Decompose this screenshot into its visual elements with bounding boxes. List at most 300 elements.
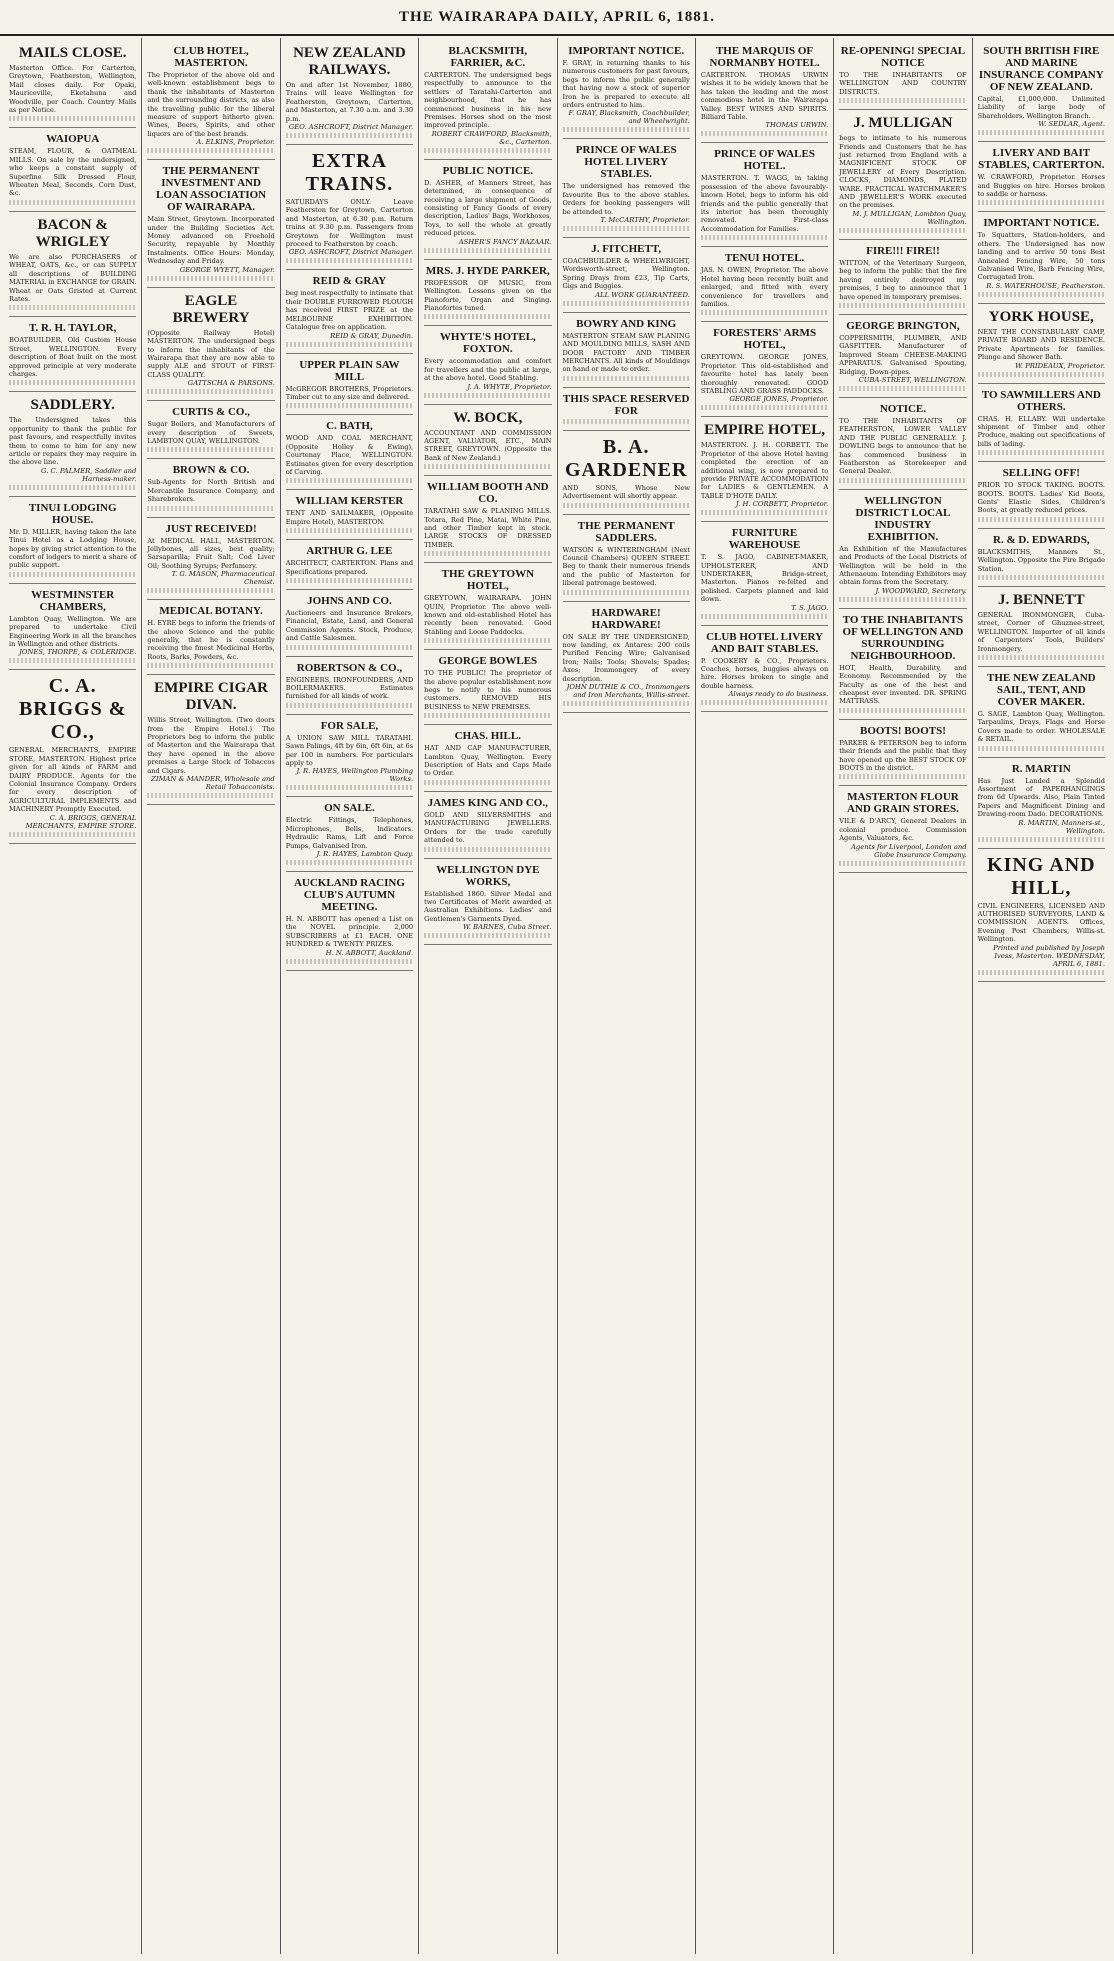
ad-fine-print (147, 389, 274, 394)
ad-signature: GEO. ASHCROFT, District Manager. (288, 123, 414, 132)
advertisement (839, 240, 966, 315)
ad-fine-print (978, 372, 1105, 377)
ad-body: PARKER & PETERSON beg to inform their friends and the public that they have opened up the BEST STOCK OF BOOTS in the district. (839, 738, 967, 773)
ad-heading: THE PERMANENT SADDLERS. (577, 519, 675, 544)
ad-body: GOLD AND SILVERSMITHS and MANUFACTURING JEWELLERS. Orders for the trade carefully attended to. (424, 810, 552, 845)
ad-body: SATURDAYS ONLY. Leave Featherston for Greytown, Carterton and Masterton, at 6.30 p.m. Return trains at 9.30 p.m. Passengers from Greytown for Wellington must proceed to Featherston by coach. (285, 198, 414, 249)
ad-body: STEAM, FLOUR, & OATMEAL MILLS. On sale by the undersigned, who keeps a constant supply of Superfine Silk Dressed Flour, Wheaten Meal, Seconds, Corn Dust, &c. (9, 147, 137, 198)
advertisement (147, 675, 274, 805)
ad-signature: JONES, THORPE, & COLERIDGE. (19, 648, 137, 657)
ad-body: CIVIL ENGINEERS, LICENSED AND AUTHORISED SURVEYORS, LAND & COMMISSION AGENTS. Offices, Evening Post Chambers, Willis-st. Wellington. (977, 901, 1105, 944)
advertisement (286, 354, 413, 416)
ad-signature: F. GRAY, Blacksmith, Coachbuilder, and Wheelwright. (568, 109, 690, 126)
ad-signature: W. PRIDEAUX, Proprietor. (1015, 361, 1105, 370)
ad-fine-print (839, 774, 966, 779)
ad-heading: THE GREYTOWN HOTEL, (441, 568, 535, 593)
ad-body: TO THE PUBLIC! The proprietor of the above popular establishment now begs to notify to his numerous customers. REMOVED HIS BUSINESS to NEW PREMISES. (424, 669, 552, 711)
advertisement (147, 459, 274, 517)
column-5 (558, 38, 696, 1954)
ad-body: Has Just Landed a Splendid Assortment of PAPERHANGINGS from 6d Upwards. Also, Plain Tinted Papers and Magnificent Dining and Drawing-room Dado. DECORATIONS. (977, 776, 1105, 819)
ad-fine-print (286, 645, 413, 650)
ad-signature: T. McCARTHY, Proprietor. (600, 216, 690, 225)
advertisement (839, 786, 966, 872)
ad-fine-print (839, 861, 966, 866)
ad-heading: J. BENNETT (997, 591, 1085, 608)
advertisement (424, 326, 551, 404)
ad-signature: G. C. PALMER, Saddler and Harness-maker. (41, 466, 137, 483)
ad-body: TENT AND SAILMAKER, (Opposite Empire Hotel), MASTERTON. (285, 509, 414, 526)
ad-body: W. CRAWFORD, Proprietor. Horses and Buggies on hire. Horses broken to saddle or harness. (977, 173, 1105, 199)
advertisement (563, 238, 690, 313)
ad-heading: TINUI LODGING HOUSE. (28, 501, 117, 526)
ad-fine-print (147, 663, 274, 668)
ad-body: G. SAGE, Lambton Quay, Wellington. Tarpaulins, Drays, Flags and Horse Covers made to order. WHOLESALE & RETAIL. (977, 710, 1105, 744)
ad-signature: A. ELKINS, Proprietor. (196, 138, 275, 147)
ad-heading: TENUI HOTEL. (724, 252, 805, 265)
ad-fine-print (286, 342, 413, 347)
ad-body: T. S. JAGO, CABINET-MAKER, UPHOLSTERER, AND UNDERTAKER, Bridge-street, Masterton. Pianos re-felted and polished. Carpets planned and laid down. (700, 553, 829, 604)
advertisement (9, 40, 136, 128)
ad-heading: WILLIAM BOOTH AND CO. (426, 481, 549, 506)
ad-heading: FIRE!!! FIRE!! (866, 244, 940, 257)
ad-heading: GEORGE BOWLES (438, 655, 538, 668)
advertisement (978, 212, 1105, 303)
advertisement (424, 260, 551, 327)
advertisement (424, 859, 551, 946)
ad-heading: IMPORTANT NOTICE. (568, 45, 685, 57)
ad-body: McGREGOR BROTHERS, Proprietors. Timber cut to any size and delivered. (285, 384, 414, 401)
ad-signature: J. H. CORBETT, Proprietor. (735, 500, 829, 509)
ad-heading: CHAS. HILL. (454, 730, 521, 743)
ad-heading: WELLINGTON DYE WORKS, (436, 863, 540, 888)
advertisement (839, 40, 966, 110)
ad-signature: M. J. MULLIGAN, Lambton Quay, Wellington. (852, 209, 967, 226)
ad-body: MASTERTON. J. H. CORBETT. The Proprietor of the above Hotel having completed the erection of an additional wing, is now prepared to provide PRIVATE ACCOMMODATION for LADIES & GENTLEMEN. A TABLE D'HOTE DAILY. (700, 441, 829, 500)
advertisement (978, 462, 1105, 529)
ad-signature: H. N. ABBOTT, Auckland. (325, 948, 414, 957)
ad-signature: ZIMAN & MANDER, Wholesale and Retail Tobacconists. (151, 775, 275, 792)
ad-fine-print (563, 590, 690, 595)
ad-body: beg most respectfully to intimate that their DOUBLE FURROWED PLOUGH has received FIRST PRIZE at the MELBOURNE EXHIBITION. Catalogue free on application. (285, 289, 414, 332)
advertisement (424, 476, 551, 563)
ad-fine-print (424, 148, 551, 153)
ad-fine-print (839, 478, 966, 483)
ad-fine-print (978, 837, 1105, 842)
ad-body: ARCHITECT, CARTERTON. Plans and Specifications prepared. (285, 559, 414, 576)
ad-heading: J. FITCHETT, (591, 243, 662, 256)
ad-signature: T. S. JAGO. (791, 603, 829, 612)
advertisement (286, 145, 413, 270)
ad-body: The Undersigned takes this opportunity to thank the public for past favours, and respectfully invites them to come to him for any new article or repairs they may require in the above line. (9, 416, 137, 467)
masthead-title: THE WAIRARAPA DAILY, APRIL 6, 1881. (399, 8, 715, 25)
ad-fine-print (978, 970, 1105, 975)
ad-body: COPPERSMITH, PLUMBER, AND GASFITTER. Manufacturer of Improved Steam CHEESE-MAKING APPARATUS. Galvanised Spouting, Ridging, Down-pipes. (839, 333, 967, 376)
ad-fine-print (147, 588, 274, 593)
ad-heading: CLUB HOTEL LIVERY AND BAIT STABLES. (706, 630, 824, 655)
ad-body: TARATAHI SAW & PLANING MILLS. Totara, Red Pine, Matai, White Pine, and other Timber kept in stock. LARGE STOCKS OF DRESSED TIMBER. (424, 507, 552, 549)
advertisement (424, 650, 551, 725)
ad-body: BLACKSMITHS, Manners St., Wellington. Opposite the Fire Brigade Station. (977, 547, 1105, 573)
ad-body: HOT, Health, Durability, and Economy. Recommended by the Faculty as one of the best and cheapest ever invented. DR. SPRING MATTRASS. (839, 663, 967, 706)
ad-signature: THOMAS URWIN. (765, 121, 829, 130)
ad-signature: J. R. HAYES, Wellington Plumbing Works. (296, 767, 414, 784)
advertisement (701, 143, 828, 247)
column-4 (419, 38, 557, 1954)
ad-heading: WAIOPUA (46, 133, 100, 146)
ad-signature: Always ready to do business. (728, 690, 829, 699)
ad-fine-print (839, 708, 966, 713)
advertisement (563, 139, 690, 238)
ad-fine-print (424, 713, 551, 718)
ad-body: Capital, £1,000,000. Unlimited Liability of large body of Shareholders. Wellington Branch. (977, 95, 1105, 120)
ad-fine-print (9, 200, 136, 205)
ad-body: JAS. N. OWEN, Proprietor. The above Hotel having been recently built and enlarged, and fitted with every convenience for travellers and families. (700, 266, 829, 308)
ad-heading: J. MULLIGAN (853, 115, 953, 132)
ad-body: CARTERTON. The undersigned begs respectfully to announce to the settlers of Taratahi-Carterton and neighbourhood, that he has commenced business in his new Premises. Horses shod on the most improved principle. (424, 71, 552, 130)
ad-signature: J. R. HAYES, Lambton Quay. (316, 850, 414, 859)
ad-fine-print (147, 276, 274, 281)
ad-body: MASTERTON. T. WAGG, in taking possession of the above favourably-known Hotel, begs to inform his old friends and the public generally that its interior has been thoroughly renovated. First-class Accommodation for Families. (700, 174, 829, 233)
advertisement (147, 401, 274, 459)
ad-heading: C. A. BRIGGS & CO., (18, 675, 127, 744)
ad-body: CHAS. H. ELLABY. Will undertake shipment of Timber and other Produce, making out specifications of bills of lading. (977, 414, 1105, 448)
ad-body: Auctioneers and Insurance Brokers, Financial, Estate, Land, and General Commission Agents. Stock, Produce, and Cattle Salesmen. (285, 608, 414, 643)
ad-body: COACHBUILDER & WHEELWRIGHT, Wordsworth-street, Wellington. Spring Drays from £23, Tip Carts, Gigs and Buggies. (562, 257, 690, 291)
advertisement (424, 40, 551, 160)
ad-fine-print (978, 450, 1105, 455)
ad-heading: REID & GRAY (312, 275, 387, 288)
ad-heading: FURNITURE WAREHOUSE (728, 527, 801, 552)
ad-signature: GATTSCHA & PARSONS. (187, 379, 275, 388)
ad-body: The undersigned has removed the favourite Bus to the above stables. Orders for booking passengers will be attended to. (562, 182, 690, 216)
ad-heading: THIS SPACE RESERVED FOR (562, 392, 690, 417)
ad-heading: KING AND HILL, (987, 853, 1096, 899)
advertisement (978, 667, 1105, 758)
column-6 (696, 38, 834, 1954)
ad-fine-print (839, 98, 966, 103)
ad-signature: C. A. BRIGGS, GENERAL MERCHANTS, EMPIRE STORE. (25, 813, 137, 830)
advertisement (839, 315, 966, 398)
ad-fine-print (286, 403, 413, 408)
advertisement (286, 270, 413, 353)
ad-heading: WESTMINSTER CHAMBERS, (31, 588, 115, 613)
ad-body: A UNION SAW MILL TARATAHI. Sawn Palings, 4ft by 6in, 6ft 6in, at 6s per 100 in numbers. For particulars apply to (285, 733, 414, 768)
ad-signature: Printed and published by Joseph Ivess, Masterton. WEDNESDAY, APRIL 6, 1881. (993, 943, 1105, 968)
advertisement (978, 304, 1105, 384)
advertisement (839, 110, 966, 240)
ad-body: WOOD AND COAL MERCHANT, (Opposite Holley & Ewing), Courtenay Place, WELLINGTON. Estimates given for every description of Carving. (285, 434, 414, 476)
ad-body: D. ASHER, of Manners Street, has determined, in consequence of receiving a large shipment of Goods, consisting of Fancy Goods of every description, Ladies' Bags, Workboxes, Toys, to sell the whole at greatly reduced prices. (424, 178, 552, 238)
ad-fine-print (839, 303, 966, 308)
ad-fine-print (701, 131, 828, 136)
ad-heading: SADDLERY. (30, 397, 115, 414)
ad-heading: T. R. H. TAYLOR, (29, 322, 117, 335)
advertisement (424, 725, 551, 792)
ad-fine-print (9, 305, 136, 310)
ad-body: TO THE INHABITANTS OF WELLINGTON AND COUNTRY DISTRICTS. (839, 71, 967, 96)
ad-body: F. GRAY, in returning thanks to his numerous customers for past favours, begs to inform the public generally that having now a stock of superior Iron he is prepared to execute all orders entrusted to him. (562, 59, 690, 110)
ad-fine-print (424, 314, 551, 319)
ad-heading: AUCKLAND RACING CLUB'S AUTUMN MEETING. (293, 877, 405, 914)
ad-body: An Exhibition of the Manufactures and Products of the Local Districts of Wellington will be held in the Athenaeum. Intending Exhibitors may obtain forms from the Secretary. (839, 544, 967, 587)
advertisement (286, 872, 413, 971)
advertisement (978, 529, 1105, 587)
advertisement (286, 797, 413, 872)
ad-heading: THE PERMANENT INVESTMENT AND LOAN ASSOCIATION OF WAIRARAPA. (155, 165, 267, 214)
ad-heading: SOUTH BRITISH FIRE AND MARINE INSURANCE COMPANY OF NEW ZEALAND. (978, 45, 1104, 93)
ad-fine-print (147, 506, 274, 511)
advertisement (701, 247, 828, 322)
ad-fine-print (978, 575, 1105, 580)
advertisement (978, 40, 1105, 142)
ad-heading: ARTHUR G. LEE (306, 545, 393, 558)
ad-heading: BOWRY AND KING (576, 317, 677, 330)
ad-heading: EMPIRE HOTEL, (704, 422, 825, 439)
ad-heading: RE-OPENING! SPECIAL NOTICE (840, 45, 966, 69)
ad-body: PRIOR TO STOCK TAKING. BOOTS. BOOTS. BOOTS. Ladies' Kid Boots, Gents' Elastic Sides, Children's Boots, at greatly reduced prices. (977, 481, 1105, 515)
ad-heading: UPPER PLAIN SAW MILL (299, 358, 400, 383)
advertisement (839, 720, 966, 787)
ad-heading: JOHNS AND CO. (307, 594, 392, 607)
ad-fine-print (424, 847, 551, 852)
ad-fine-print (9, 116, 136, 121)
ad-fine-print (701, 700, 828, 705)
advertisement (563, 602, 690, 713)
ad-heading: NEW ZEALAND RAILWAYS. (293, 45, 406, 78)
advertisement (286, 40, 413, 145)
ad-signature: GEORGE WYETT, Manager. (179, 265, 275, 274)
ad-signature: GEORGE JONES, Proprietor. (729, 395, 829, 404)
ad-fine-print (563, 127, 690, 132)
ad-body: To Squatters, Station-holders, and others. The Undersigned has now landing and to arrive 50 tons Best Annealed Fencing Wire, 50 tons Galvanised Wire, Barb Fencing Wire, Corrugated Iron. (977, 231, 1105, 282)
advertisement (9, 128, 136, 211)
advertisement (286, 715, 413, 798)
advertisement (563, 431, 690, 515)
ad-signature: CUBA-STREET, WELLINGTON. (858, 375, 967, 384)
ad-body: MASTERTON STEAM SAW PLANING AND MOULDING MILLS, SASH AND DOOR FACTORY AND TIMBER MERCHANTS. All kinds of Mouldings on hand or made to order. (562, 331, 690, 374)
ad-fine-print (286, 258, 413, 263)
advertisement (424, 792, 551, 859)
ad-body: (Opposite Railway Hotel) MASTERTON. The undersigned begs to inform the inhabitants of the Wairarapa that they are now able to supply ALE and STOUT of FIRST-CLASS QUALITY. (147, 328, 275, 379)
ad-fine-print (286, 133, 413, 138)
ad-fine-print (563, 503, 690, 508)
ad-body: Masterton Office. For Carterton, Greytown, Featherston, Wellington, Mail closes daily. For Opaki, Mauriceville, Eketahuna and Woodville, per Coach. Country Mails as per Notice. (9, 64, 137, 115)
ad-heading: EAGLE BREWERY (172, 292, 250, 326)
ad-body: Established 1860. Silver Medal and two Certificates of Merit awarded at Australian Exhibitions. Ladies' and Gentlemen's Garments Dyed. (424, 889, 552, 923)
ad-fine-print (563, 301, 690, 306)
ad-heading: ON SALE. (324, 802, 375, 815)
column-7 (834, 38, 972, 1954)
advertisement (701, 522, 828, 625)
ad-body: H. N. ABBOTT has opened a List on the NOVEL principle. 2,000 SUBSCRIBERS at £1 EACH. ONE HUNDRED & TWENTY PRIZES. (285, 915, 414, 949)
ad-fine-print (424, 248, 551, 253)
advertisement (701, 626, 828, 713)
column-1 (4, 38, 142, 1954)
ad-heading: EMPIRE CIGAR DIVAN. (154, 680, 268, 714)
advertisement (978, 849, 1105, 982)
ad-fine-print (286, 578, 413, 583)
ad-fine-print (701, 614, 828, 619)
advertisement (563, 388, 690, 431)
ad-body: Willis Street, Wellington. (Two doors from the Empire Hotel.) The Proprietors beg to inform the public of Masterton and the Wairarapa that they have opened in the above premises a Large Stock of Tobaccos and Cigars. (147, 716, 275, 775)
ad-body: BOATBUILDER, Old Custom House Street, WELLINGTON. Every description of Boat built on the most approved principle at very moderate charges. (9, 336, 137, 378)
ad-heading: ROBERTSON & CO., (296, 661, 403, 674)
ad-heading: EXTRA TRAINS. (305, 150, 394, 196)
ad-heading: WHYTE'S HOTEL, FOXTON. (439, 331, 536, 356)
ad-body: AND SONS, Whose New Advertisement will shortly appear. (562, 483, 690, 501)
ad-fine-print (286, 478, 413, 483)
ad-signature: REID & GRAY, Dunedin. (330, 331, 414, 340)
ad-heading: JAMES KING AND CO., (427, 796, 548, 809)
ad-body: GREYTOWN, WAIRARAPA. JOHN QUIN, Proprietor. The above well-known and old-established Hotel has recently been renovated. Good Stabling and Loose Paddocks. (424, 594, 552, 636)
ad-heading: BROWN & CO. (172, 464, 250, 477)
ad-body: Sub-Agents for North British and Mercantile Insurance Company, and Sharebrokers. (147, 478, 275, 504)
ad-body: GREYTOWN. GEORGE JONES, Proprietor. This old-established and favourite hotel has lately been thoroughly renovated. GOOD STABLING AND GRASS PADDOCKS. (700, 353, 829, 395)
ad-heading: CLUB HOTEL, MASTERTON. (173, 45, 249, 69)
ad-body: TO THE INHABITANTS OF FEATHERSTON, LOWER VALLEY AND THE PUBLIC GENERALLY. J. DOWLING begs to announce that he has commenced business in Featherston as Storekeeper and General Dealer. (839, 416, 967, 476)
ad-heading: R. & D. EDWARDS, (993, 533, 1090, 546)
ad-heading: BACON & WRIGLEY (35, 216, 110, 250)
advertisement (286, 490, 413, 540)
ad-body: Main Street, Greytown. Incorporated under the Building Societies Act. Money advanced on Freehold Security, repayable by Monthly Instalments. Office Hours: Monday, Wednesday and Friday. (147, 215, 275, 266)
ad-fine-print (424, 464, 551, 469)
ad-body: ENGINEERS, IRONFOUNDERS, AND BOILERMAKERS. Estimates furnished for all kinds of work. (285, 675, 414, 701)
advertisement (9, 317, 136, 392)
ad-heading: WILLIAM KERSTER (295, 495, 404, 508)
ad-fine-print (563, 376, 690, 381)
advertisement (286, 590, 413, 657)
ad-fine-print (424, 551, 551, 556)
ad-body: NEXT THE CONSTABULARY CAMP, PRIVATE BOARD AND RESIDENCE. Private Apartments for families. Plunge and Shower Bath. (977, 327, 1105, 362)
ad-signature: ALL WORK GUARANTEED. (595, 290, 690, 299)
advertisement (424, 160, 551, 260)
ad-fine-print (978, 130, 1105, 135)
ad-body: The Proprietor of the above old and well-known establishment begs to thank the inhabitants of Masterton and the surrounding districts, as also the travelling public for the liberal measure of support hitherto given. Wines, Beers, Spirits, and other liquors are of the best brands. (147, 71, 275, 138)
advertisement (978, 142, 1105, 212)
ad-body: Mr. D. MILLER, having taken the late Tinui Hotel as a Lodging House, hopes by giving strict attention to the comfort of lodgers to merit a share of public support. (9, 527, 137, 570)
ad-signature: W. SEDLAR, Agent. (1038, 120, 1105, 129)
ad-fine-print (9, 485, 136, 490)
ad-heading: MEDICAL BOTANY. (159, 605, 263, 618)
advertisement (839, 490, 966, 609)
advertisement (147, 288, 274, 401)
ad-heading: JUST RECEIVED! (165, 522, 257, 535)
ad-fine-print (147, 793, 274, 798)
ad-fine-print (563, 701, 690, 706)
ad-fine-print (286, 528, 413, 533)
ad-body: ON SALE BY THE UNDERSIGNED, now landing, ex Antares: 200 coils Purified Fencing Wire; Galvanised Iron; Nails; Tools; Shovels; Spades; Axes; Ironmongery of every description. (562, 632, 690, 683)
ad-signature: T. G. MASON, Pharmaceutical Chemist. (171, 570, 275, 587)
ad-signature: R. S. WATERHOUSE, Featherston. (986, 281, 1105, 290)
ad-heading: TO SAWMILLERS AND OTHERS. (981, 388, 1101, 413)
ad-signature: J. A. WHYTE, Proprietor. (467, 382, 552, 391)
advertisement (9, 670, 136, 843)
ad-fine-print (424, 933, 551, 938)
ad-body: GENERAL MERCHANTS, EMPIRE STORE, MASTERTON. Highest price given for all kinds of FARM and DAIRY PRODUCE. Agents for the Colonial Insurance Company. Orders for every description of AGRICULTURAL IMPLEMENTS and MACHINERY Promptly Executed. (9, 746, 137, 814)
ad-heading: PRINCE OF WALES HOTEL. (714, 148, 815, 173)
ad-fine-print (147, 447, 274, 452)
ad-heading: SELLING OFF! (1002, 467, 1080, 480)
advertisement (286, 415, 413, 490)
advertisement (9, 584, 136, 671)
ad-fine-print (563, 226, 690, 231)
column-8 (973, 38, 1110, 1954)
advertisement (424, 405, 551, 477)
ad-heading: CURTIS & CO., (172, 406, 250, 419)
ad-fine-print (9, 380, 136, 385)
ad-fine-print (286, 703, 413, 708)
advertisement (701, 417, 828, 522)
ad-body: GENERAL IRONMONGER, Cuba-street, Corner of Ghuznee-street, WELLINGTON. Importer of all kinds of Carpenters' Tools, Builders' Ironmongery. (977, 610, 1105, 653)
ad-heading: MRS. J. HYDE PARKER, (425, 264, 550, 277)
advertisement (978, 587, 1105, 667)
ad-fine-print (978, 292, 1105, 297)
ad-heading: PUBLIC NOTICE. (442, 164, 534, 177)
advertisement (978, 384, 1105, 463)
ad-body: WATSON & WINTERINGHAM (Next Council Chambers) QUEEN STREET. Beg to thank their numerous friends and the public of Masterton for liberal patronage bestowed. (562, 545, 690, 588)
ad-fine-print (424, 638, 551, 643)
columns-container (4, 38, 1110, 1954)
ad-fine-print (701, 510, 828, 515)
advertisement (9, 212, 136, 317)
ad-heading: B. A. GARDENER (564, 435, 688, 481)
advertisement (9, 497, 136, 584)
ad-fine-print (9, 658, 136, 663)
ad-body: On and after 1st November, 1880, Trains will leave Wellington for Featherston, Greytown, Carterton, and Masterton, at 7.30 a.m. and 3.30 p.m. (285, 81, 414, 123)
ad-fine-print (701, 405, 828, 410)
column-3 (281, 38, 419, 1954)
advertisement (701, 40, 828, 143)
ad-body: begs to intimate to his numerous Friends and Customers that he has just returned from England with a MAGNIFICENT STOCK OF JEWELLERY of Every Description. CLOCKS, DIAMONDS, PLATED WARE. PRACTICAL WATCHMAKER'S AND JEWELLER'S WORK executed on the premises. (839, 134, 967, 210)
ad-heading: GEORGE BRINGTON, (846, 319, 960, 332)
ad-heading: R. MARTIN (1011, 762, 1071, 775)
advertisement (563, 40, 690, 139)
ad-heading: MASTERTON FLOUR AND GRAIN STORES. (846, 791, 959, 816)
advertisement (701, 322, 828, 417)
ad-fine-print (286, 785, 413, 790)
ad-fine-print (9, 832, 136, 837)
advertisement (424, 563, 551, 650)
advertisement (147, 518, 274, 601)
advertisement (147, 40, 274, 160)
advertisement (563, 515, 690, 602)
ad-heading: THE MARQUIS OF NORMANBY HOTEL. (709, 45, 820, 69)
ad-heading: HARDWARE! HARDWARE! (591, 606, 661, 631)
ad-fine-print (978, 200, 1105, 205)
ad-body: Sugar Boilers, and Manufacturers of every description of Sweets, LAMBTON QUAY, WELLINGTON. (147, 420, 275, 445)
ad-body: WITTON, of the Veterinary Surgeon, beg to inform the public that the fire having entirely destroyed my premises, I beg to announce that I have opened in temporary premises. (839, 258, 967, 301)
ad-fine-print (701, 235, 828, 240)
advertisement (839, 398, 966, 490)
ad-signature: Agents for Liverpool, London and Globe Insurance Company. (850, 842, 967, 859)
ad-body: ACCOUNTANT AND COMMISSION AGENT, VALUATOR, ETC., MAIN STREET, GREYTOWN. (Opposite the Bank of New Zealand.) (424, 428, 552, 462)
ad-heading: FOR SALE, (320, 719, 379, 732)
advertisement (9, 392, 136, 496)
ad-heading: PRINCE OF WALES HOTEL LIVERY STABLES. (575, 144, 677, 181)
ad-body: Every accommodation and comfort for travellers and the public at large, at the above hotel. Good Stabling. (424, 357, 552, 383)
ad-fine-print (978, 517, 1105, 522)
advertisement (286, 657, 413, 715)
ad-heading: YORK HOUSE, (988, 308, 1094, 325)
ad-heading: BLACKSMITH, FARRIER, &C. (448, 45, 528, 69)
ad-heading: LIVERY AND BAIT STABLES, CARTERTON. (978, 147, 1105, 172)
ad-signature: JOHN DUTHIE & CO., Ironmongers and Iron Merchants, Willis-street. (566, 683, 690, 699)
ad-heading: C. BATH, (326, 420, 373, 433)
ad-body: PROFESSOR OF MUSIC, from Wellington. Lessons given on the Pianoforte, Organ and Singing. Pianofortes tuned. (424, 278, 552, 312)
ad-fine-print (839, 597, 966, 602)
ad-body: Electric Fittings, Telephones, Microphones, Bells, Indicators. Hydraulic Rams, Lift and Force Pumps, Galvanised Iron. (285, 816, 414, 850)
ad-heading: MAILS CLOSE. (18, 45, 127, 61)
